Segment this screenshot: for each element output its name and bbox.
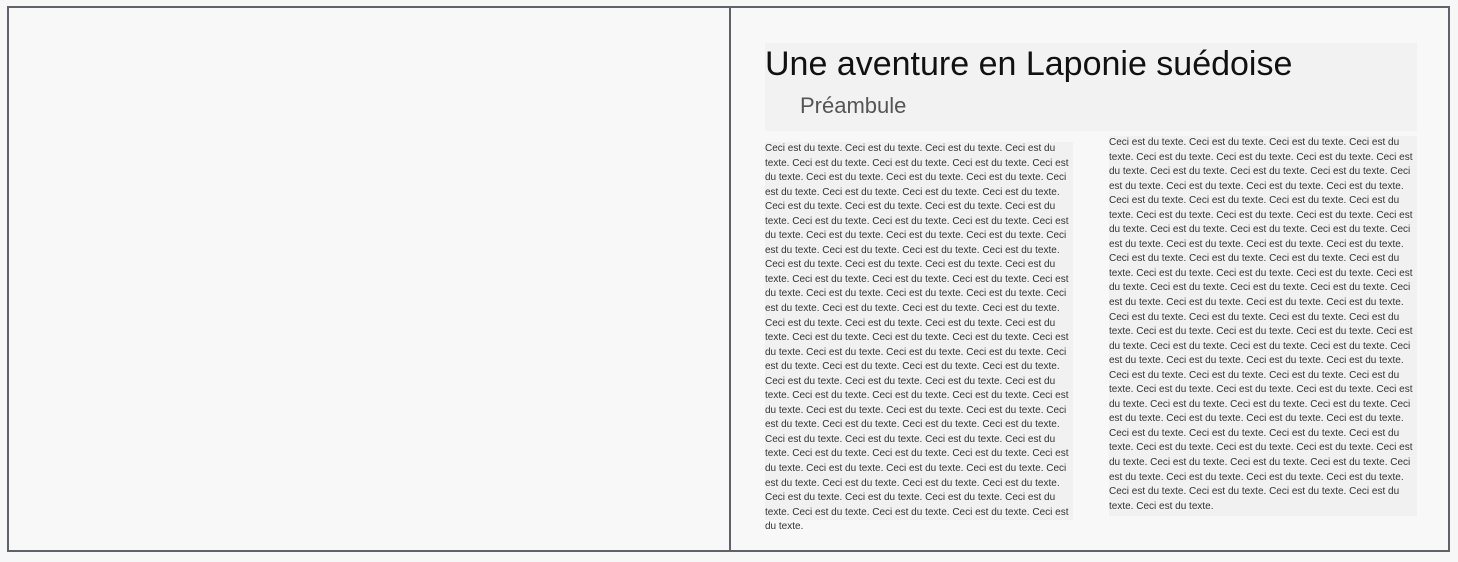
text-column-1: Ceci est du texte. Ceci est du texte. Ceci est du texte. Ceci est du texte. Ceci est du texte. Ceci est du texte. Ceci est du texte. Ceci est du texte. Ceci est du texte. Ceci est du texte. Ceci est du texte. Ceci est du texte. Ceci est du texte. Ceci est du texte. Ceci est du texte. Ceci est du texte. Ceci est du texte. Ceci est du texte. Ceci est du texte. Ceci est du texte. Ceci est du texte. Ceci est du texte. Ceci est du texte. Ceci est du texte. Ceci est du texte. Ceci est du texte. Ceci est du texte. Ceci est du texte. Ceci est du texte. Ceci est du texte. Ceci est du texte. Ceci est du texte. Ceci est du texte. Ceci est du texte. Ceci est du texte. Ceci est du texte. Ceci est du texte. Ceci est du texte. Ceci est du texte. Ceci est du texte. Ceci est du texte. Ceci est du texte. Ceci est du texte. Ceci est du texte. Ceci est du texte. Ceci est du texte. Ceci est du texte. Ceci est du texte. Ceci est du texte. Ceci est du texte. Ceci est du texte. Ceci est du texte. Ceci est du texte. Ceci est du texte. Ceci est du texte. Ceci est du texte. Ceci est du texte. Ceci est du texte. Ceci est du texte. Ceci est du texte. Ceci est du texte. Ceci est du texte. Ceci est du texte. Ceci est du texte. Ceci est du texte. Ceci est du texte. Ceci est du texte. Ceci est du texte. Ceci est du texte. Ceci est du texte. Ceci est du texte. Ceci est du texte. Ceci est du texte. Ceci est du texte. Ceci est du texte. Ceci est du texte. Ceci est du texte. Ceci est du texte. Ceci est du texte. Ceci est du texte. Ceci est du texte. Ceci est du texte. Ceci est du texte. Ceci est du texte. Ceci est du texte. Ceci est du texte. Ceci est du texte. Ceci est du texte. Ceci est du texte. Ceci est du texte. Ceci est du texte. Ceci est du texte. Ceci est du texte. Ceci est du texte. Ceci est du texte. Ceci est du texte. Ceci est du texte. Ceci est du texte.: [765, 142, 1073, 520]
article-title: Une aventure en Laponie suédoise: [765, 45, 1293, 83]
left-page: [9, 8, 731, 550]
article-header: [765, 43, 1417, 131]
right-page: [731, 8, 1448, 550]
text-column-2: Ceci est du texte. Ceci est du texte. Ceci est du texte. Ceci est du texte. Ceci est du texte. Ceci est du texte. Ceci est du texte. Ceci est du texte. Ceci est du texte. Ceci est du texte. Ceci est du texte. Ceci est du texte. Ceci est du texte. Ceci est du texte. Ceci est du texte. Ceci est du texte. Ceci est du texte. Ceci est du texte. Ceci est du texte. Ceci est du texte. Ceci est du texte. Ceci est du texte. Ceci est du texte. Ceci est du texte. Ceci est du texte. Ceci est du texte. Ceci est du texte. Ceci est du texte. Ceci est du texte. Ceci est du texte. Ceci est du texte. Ceci est du texte. Ceci est du texte. Ceci est du texte. Ceci est du texte. Ceci est du texte. Ceci est du texte. Ceci est du texte. Ceci est du texte. Ceci est du texte. Ceci est du texte. Ceci est du texte. Ceci est du texte. Ceci est du texte. Ceci est du texte. Ceci est du texte. Ceci est du texte. Ceci est du texte. Ceci est du texte. Ceci est du texte. Ceci est du texte. Ceci est du texte. Ceci est du texte. Ceci est du texte. Ceci est du texte. Ceci est du texte. Ceci est du texte. Ceci est du texte. Ceci est du texte. Ceci est du texte. Ceci est du texte. Ceci est du texte. Ceci est du texte. Ceci est du texte. Ceci est du texte. Ceci est du texte. Ceci est du texte. Ceci est du texte. Ceci est du texte. Ceci est du texte. Ceci est du texte. Ceci est du texte. Ceci est du texte. Ceci est du texte. Ceci est du texte. Ceci est du texte. Ceci est du texte. Ceci est du texte. Ceci est du texte. Ceci est du texte. Ceci est du texte. Ceci est du texte. Ceci est du texte. Ceci est du texte. Ceci est du texte. Ceci est du texte. Ceci est du texte. Ceci est du texte. Ceci est du texte. Ceci est du texte. Ceci est du texte. Ceci est du texte. Ceci est du texte. Ceci est du texte. Ceci est du texte.: [1109, 136, 1417, 516]
article-subtitle: Préambule: [800, 93, 907, 118]
book-spread: [7, 6, 1450, 552]
